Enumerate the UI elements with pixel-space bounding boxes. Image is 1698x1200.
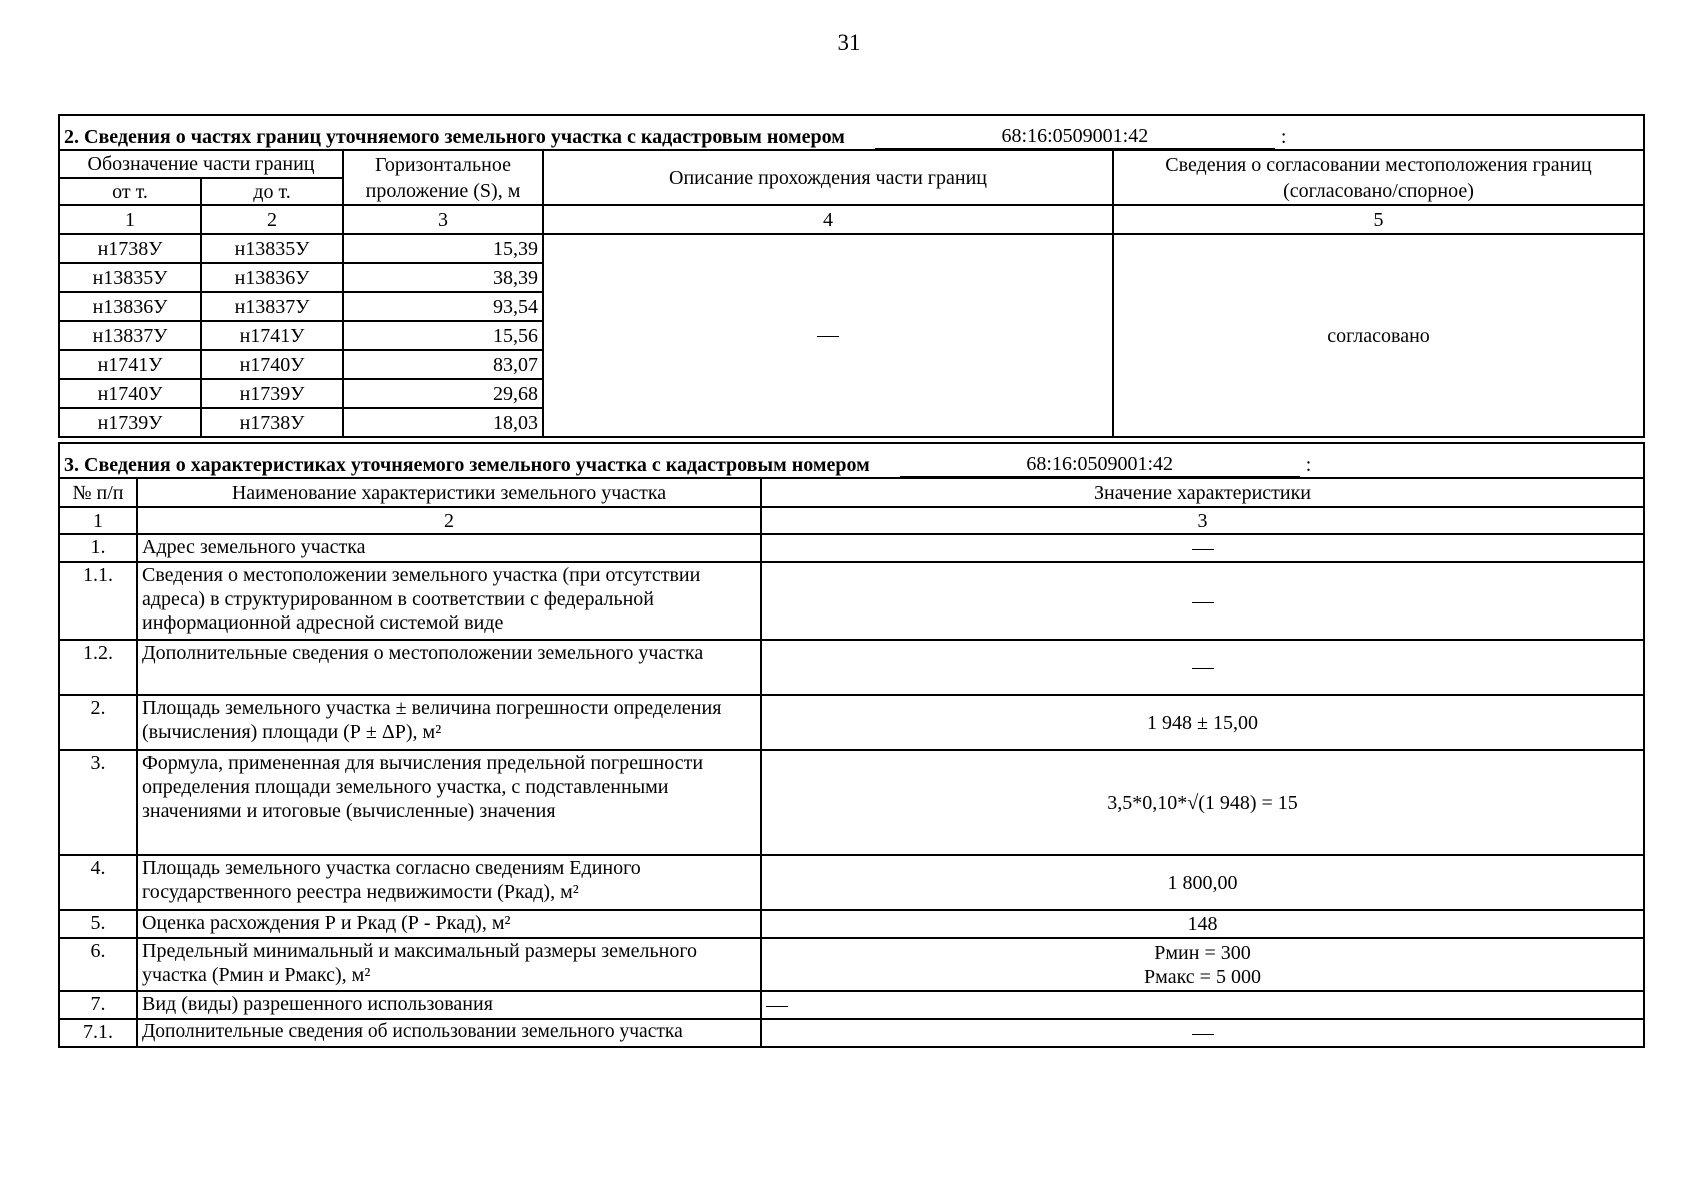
row-value: 3,5*0,10*√(1 948) = 15 bbox=[761, 750, 1644, 855]
distance-value: 15,39 bbox=[343, 234, 543, 263]
to-point: н13835У bbox=[201, 234, 343, 263]
from-point: н1740У bbox=[59, 379, 201, 408]
col-number: 3 bbox=[761, 507, 1644, 534]
section3-title: 3. Сведения о характеристиках уточняемого земельного участка с кадастровым номером bbox=[64, 454, 870, 476]
row-value: 148 bbox=[761, 910, 1644, 938]
row-value-line: Рмин = 300 bbox=[1154, 941, 1251, 964]
to-point: н13836У bbox=[201, 263, 343, 292]
row-num: 7.1. bbox=[59, 1019, 137, 1047]
section2-cadastral-number: 68:16:0509001:42 bbox=[875, 124, 1275, 149]
table-row bbox=[59, 991, 1644, 1019]
section2-title: 2. Сведения о частях границ уточняемого земельного участка с кадастровым номером bbox=[64, 126, 845, 148]
row-value bbox=[761, 1019, 1644, 1047]
table-row bbox=[59, 234, 1644, 263]
row-value: 1 800,00 bbox=[761, 855, 1644, 910]
section3-cadastral-number: 68:16:0509001:42 bbox=[900, 452, 1300, 477]
from-point: н13836У bbox=[59, 292, 201, 321]
table-row bbox=[59, 750, 1644, 855]
row-value bbox=[761, 991, 1644, 1019]
section3-header bbox=[59, 443, 1644, 478]
row-num: 6. bbox=[59, 938, 137, 991]
table-row bbox=[59, 695, 1644, 750]
row-num: 1. bbox=[59, 534, 137, 562]
to-point: н1741У bbox=[201, 321, 343, 350]
to-point: н1738У bbox=[201, 408, 343, 437]
row-value bbox=[761, 938, 1644, 991]
distance-value: 38,39 bbox=[343, 263, 543, 292]
row-name: Формула, примененная для вычисления предельной погрешности определения площади земельного участка, с подставленными значениями и итоговые (вычисленные) значения bbox=[137, 750, 761, 855]
row-num: 2. bbox=[59, 695, 137, 750]
to-point: н13837У bbox=[201, 292, 343, 321]
row-name: Предельный минимальный и максимальный размеры земельного участка (Рмин и Рмакс), м² bbox=[137, 938, 761, 991]
table-row bbox=[59, 910, 1644, 938]
row-name: Оценка расхождения Р и Ркад (Р - Ркад), м² bbox=[137, 910, 761, 938]
row-value: 1 948 ± 15,00 bbox=[761, 695, 1644, 750]
table-row bbox=[59, 534, 1644, 562]
header-horizontal-distance: Горизонтальное проложение (S), м bbox=[343, 150, 543, 205]
row-num: 7. bbox=[59, 991, 137, 1019]
row-name: Площадь земельного участка согласно сведениям Единого государственного реестра недвижимости (Ркад), м² bbox=[137, 855, 761, 910]
table-row bbox=[59, 855, 1644, 910]
table-row bbox=[59, 938, 1644, 991]
col-number: 1 bbox=[59, 205, 201, 234]
page-number: 31 bbox=[837, 30, 861, 55]
distance-value: 93,54 bbox=[343, 292, 543, 321]
section2-colon: : bbox=[1280, 126, 1287, 148]
header-to-point: до т. bbox=[201, 178, 343, 205]
col-number: 5 bbox=[1113, 205, 1644, 234]
row-name: Сведения о местоположении земельного участка (при отсутствии адреса) в структурированном в соответствии с федеральной информационной адресной системой виде bbox=[137, 562, 761, 640]
from-point: н13835У bbox=[59, 263, 201, 292]
table-row bbox=[59, 1019, 1644, 1047]
col-number: 1 bbox=[59, 507, 137, 534]
empty-dash bbox=[817, 336, 839, 337]
col-number: 2 bbox=[201, 205, 343, 234]
empty-dash bbox=[1192, 602, 1214, 603]
header-value: Значение характеристики bbox=[761, 478, 1644, 507]
section2-header bbox=[59, 115, 1644, 150]
header-num: № п/п bbox=[59, 478, 137, 507]
to-point: н1740У bbox=[201, 350, 343, 379]
empty-dash bbox=[1192, 1034, 1214, 1035]
row-value bbox=[761, 534, 1644, 562]
empty-dash bbox=[766, 1006, 788, 1007]
row-name: Дополнительные сведения о местоположении земельного участка bbox=[137, 640, 761, 695]
row-num: 4. bbox=[59, 855, 137, 910]
empty-dash bbox=[1192, 668, 1214, 669]
row-value bbox=[761, 562, 1644, 640]
table-row bbox=[59, 562, 1644, 640]
section3-table bbox=[58, 442, 1645, 1048]
from-point: н13837У bbox=[59, 321, 201, 350]
col-number: 2 bbox=[137, 507, 761, 534]
empty-dash bbox=[1192, 549, 1214, 550]
header-name: Наименование характеристики земельного участка bbox=[137, 478, 761, 507]
section3-colon: : bbox=[1305, 454, 1312, 476]
row-num: 5. bbox=[59, 910, 137, 938]
from-point: н1738У bbox=[59, 234, 201, 263]
row-num: 1.2. bbox=[59, 640, 137, 695]
row-num: 1.1. bbox=[59, 562, 137, 640]
row-value bbox=[761, 640, 1644, 695]
from-point: н1741У bbox=[59, 350, 201, 379]
distance-value: 83,07 bbox=[343, 350, 543, 379]
row-num: 3. bbox=[59, 750, 137, 855]
header-agreement: Сведения о согласовании местоположения границ (согласовано/спорное) bbox=[1113, 150, 1644, 205]
section2-table bbox=[58, 114, 1645, 438]
distance-value: 29,68 bbox=[343, 379, 543, 408]
to-point: н1739У bbox=[201, 379, 343, 408]
col-number: 3 bbox=[343, 205, 543, 234]
row-name: Дополнительные сведения об использовании земельного участка bbox=[137, 1019, 761, 1047]
table-row bbox=[59, 640, 1644, 695]
header-from-point: от т. bbox=[59, 178, 201, 205]
distance-value: 15,56 bbox=[343, 321, 543, 350]
row-name: Площадь земельного участка ± величина погрешности определения (вычисления) площади (Р ± ΔР), м² bbox=[137, 695, 761, 750]
row-name: Вид (виды) разрешенного использования bbox=[137, 991, 761, 1019]
agreement-value: согласовано bbox=[1113, 234, 1644, 437]
from-point: н1739У bbox=[59, 408, 201, 437]
col-number: 4 bbox=[543, 205, 1113, 234]
header-part-designation: Обозначение части границ bbox=[59, 150, 343, 178]
header-description: Описание прохождения части границ bbox=[543, 150, 1113, 205]
distance-value: 18,03 bbox=[343, 408, 543, 437]
row-value-line: Рмакс = 5 000 bbox=[1144, 965, 1261, 988]
row-name: Адрес земельного участка bbox=[137, 534, 761, 562]
description-cell bbox=[543, 234, 1113, 437]
